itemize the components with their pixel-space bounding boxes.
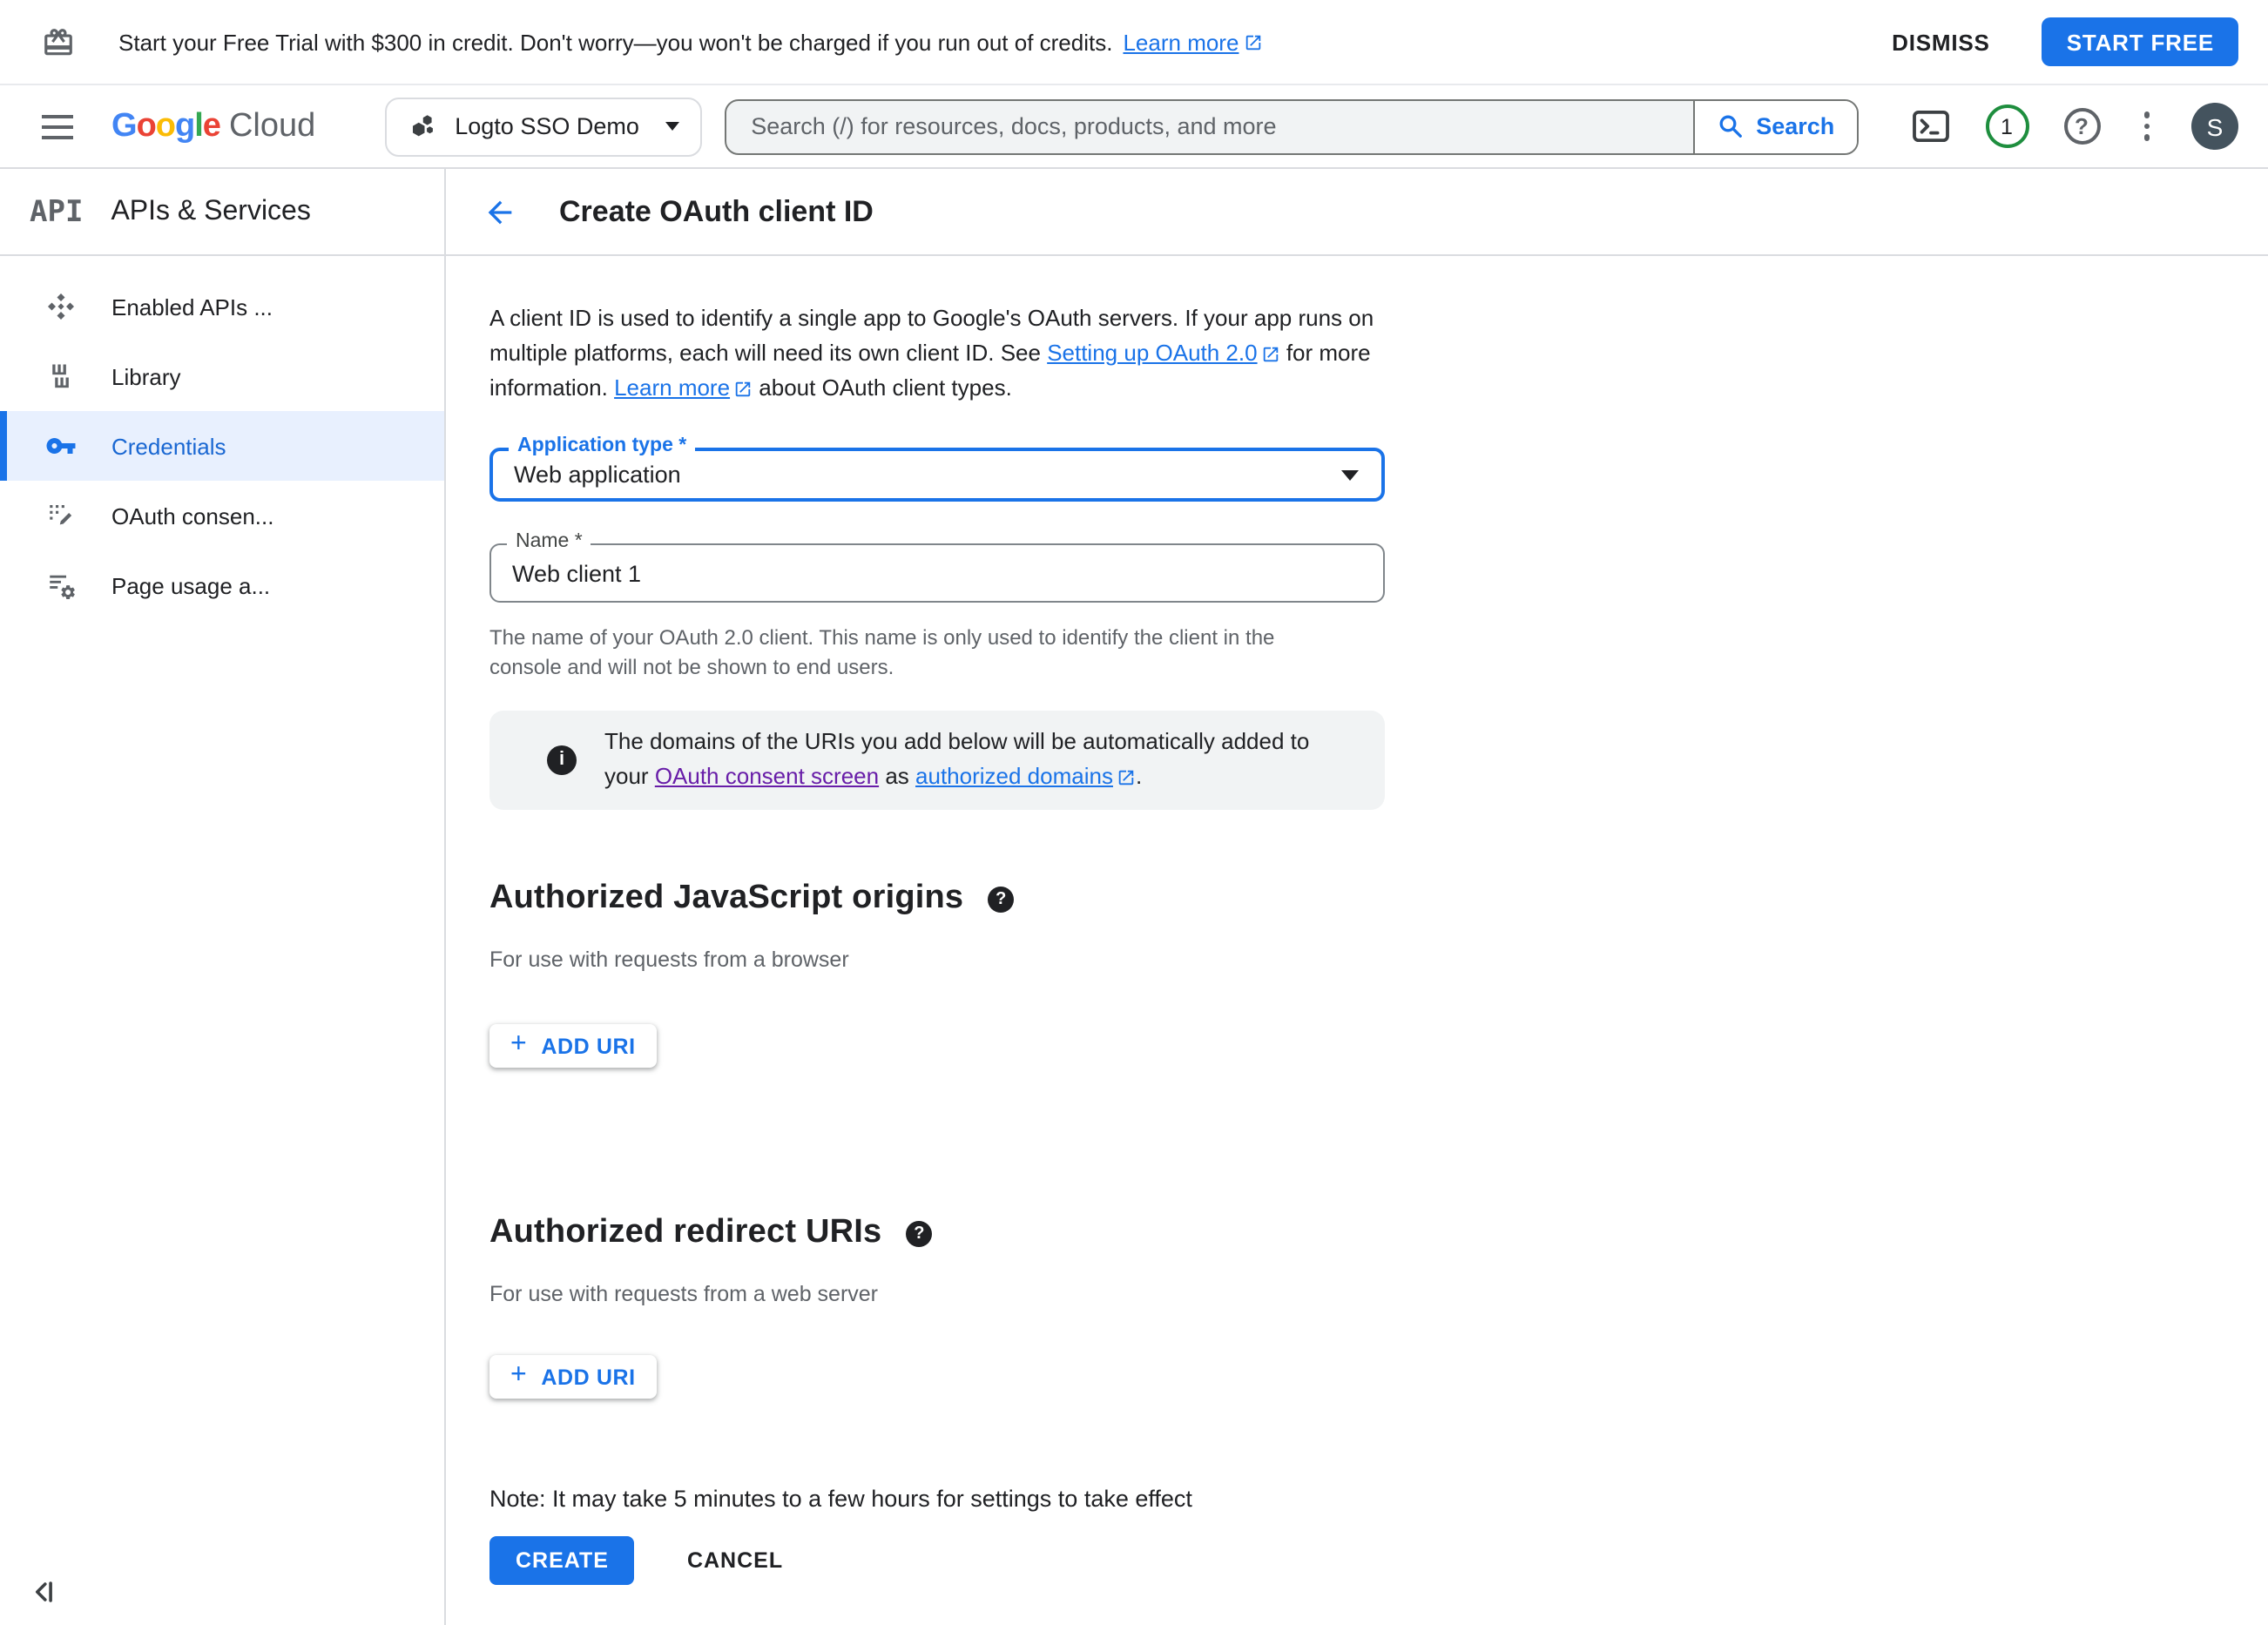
plus-icon: + <box>510 1028 528 1058</box>
js-origins-title: Authorized JavaScript origins <box>489 880 964 916</box>
application-type-value: Web application <box>514 462 681 488</box>
trial-message: Start your Free Trial with $300 in credit. Don't worry—you won't be charged if you run out of credits. <box>118 29 1113 55</box>
name-field <box>489 531 1385 603</box>
free-trial-banner <box>0 0 2268 85</box>
api-product-logo: API <box>30 194 84 229</box>
page-title-row <box>446 169 2268 256</box>
dismiss-button[interactable]: DISMISS <box>1892 29 1990 55</box>
intro-paragraph <box>489 301 1388 406</box>
settings-note: Note: It may take 5 minutes to a few hours for settings to take effect <box>489 1486 1192 1512</box>
dashboard-icon <box>45 291 77 322</box>
chevron-down-icon <box>665 122 679 131</box>
info-note <box>489 711 1385 810</box>
consent-icon <box>45 500 77 531</box>
intro-text-1: A client ID is used to identify a single app to Google's OAuth servers. If your app runs on multiple platforms, each will need its own client ID. See <box>489 305 1374 366</box>
key-icon <box>45 430 77 462</box>
external-link-icon <box>1117 767 1136 786</box>
redirect-uris-title: Authorized redirect URIs <box>489 1214 882 1251</box>
help-icon[interactable]: ? <box>988 886 1014 912</box>
js-origins-section <box>489 880 1456 1068</box>
header-icons <box>1868 103 2238 150</box>
collapse-sidebar-icon[interactable] <box>28 1576 59 1608</box>
sidebar-header <box>0 169 444 256</box>
library-icon <box>45 361 77 392</box>
notifications-badge[interactable]: 1 <box>1985 105 2028 148</box>
name-input[interactable] <box>491 545 1383 601</box>
project-name: Logto SSO Demo <box>455 113 639 139</box>
sidebar-item-enabled-apis[interactable]: Enabled APIs ... <box>0 272 444 341</box>
application-type-label: Application type * <box>509 435 695 456</box>
body-row <box>0 169 2268 1625</box>
app-header <box>0 85 2268 169</box>
add-origin-uri-button[interactable]: + ADD URI <box>489 1024 657 1068</box>
dropdown-caret-icon <box>1341 470 1359 481</box>
help-icon[interactable]: ? <box>2063 108 2100 145</box>
redirect-uris-section <box>489 1214 1456 1399</box>
external-link-icon <box>1244 32 1263 51</box>
page-title: Create OAuth client ID <box>559 194 874 227</box>
js-origins-subtitle: For use with requests from a browser <box>489 947 849 972</box>
product-name: APIs & Services <box>111 196 311 226</box>
avatar[interactable]: S <box>2191 103 2238 150</box>
menu-icon[interactable] <box>23 91 92 161</box>
page-usage-icon <box>45 570 77 601</box>
sidebar-item-page-usage[interactable]: Page usage a... <box>0 550 444 620</box>
info-note-text: The domains of the URIs you add below will be automatically added to your OAuth consent screen as authorized domains . <box>604 725 1350 794</box>
sidebar-nav <box>0 256 444 620</box>
authorized-domains-link[interactable]: authorized domains <box>915 759 1136 794</box>
sidebar <box>0 169 446 1625</box>
start-free-button[interactable]: START FREE <box>2042 17 2238 66</box>
sidebar-item-library[interactable]: Library <box>0 341 444 411</box>
sidebar-item-oauth-consent[interactable]: OAuth consen... <box>0 481 444 550</box>
cloud-shell-icon[interactable] <box>1910 110 1950 143</box>
global-search <box>725 98 1859 154</box>
form-content <box>446 256 1456 1585</box>
intro-text-2: for more information. <box>489 340 1371 401</box>
more-options-icon[interactable] <box>2143 112 2150 141</box>
external-link-icon <box>1261 344 1280 363</box>
learn-more-link[interactable]: Learn more <box>614 371 753 406</box>
help-icon[interactable]: ? <box>906 1220 932 1246</box>
sidebar-item-credentials[interactable]: Credentials <box>0 411 444 481</box>
banner-learn-more-label: Learn more <box>1123 29 1239 55</box>
form-actions <box>489 1536 1456 1585</box>
cancel-button[interactable]: CANCEL <box>686 1548 784 1573</box>
search-button[interactable] <box>1693 100 1857 152</box>
gift-icon <box>42 25 75 58</box>
redirect-uris-subtitle: For use with requests from a web server <box>489 1282 878 1306</box>
cloud-logo-word: Cloud <box>228 107 316 144</box>
oauth-consent-screen-link[interactable]: OAuth consent screen <box>654 763 880 789</box>
back-arrow-icon[interactable] <box>483 194 517 229</box>
banner-learn-more-link[interactable] <box>1123 29 1263 55</box>
setting-up-oauth-link[interactable]: Setting up OAuth 2.0 <box>1047 336 1279 371</box>
search-button-label: Search <box>1756 113 1835 139</box>
project-icon <box>408 111 437 141</box>
search-input[interactable] <box>726 100 1693 152</box>
external-link-icon <box>733 379 753 398</box>
name-helper-text: The name of your OAuth 2.0 client. This name is only used to identify the client in the console and will not be shown to end users. <box>489 625 1275 678</box>
google-logo-word: Google <box>111 107 220 144</box>
create-button[interactable]: CREATE <box>489 1536 635 1585</box>
application-type-select[interactable] <box>489 435 1385 502</box>
add-redirect-uri-button[interactable]: + ADD URI <box>489 1355 657 1399</box>
plus-icon: + <box>510 1359 528 1389</box>
name-field-label: Name * <box>507 531 591 552</box>
search-icon <box>1718 113 1744 139</box>
main-panel <box>446 169 2268 1625</box>
info-icon: i <box>547 745 577 774</box>
project-selector[interactable] <box>385 97 702 156</box>
google-cloud-logo <box>111 107 315 145</box>
intro-text-3: about OAuth client types. <box>753 374 1012 401</box>
